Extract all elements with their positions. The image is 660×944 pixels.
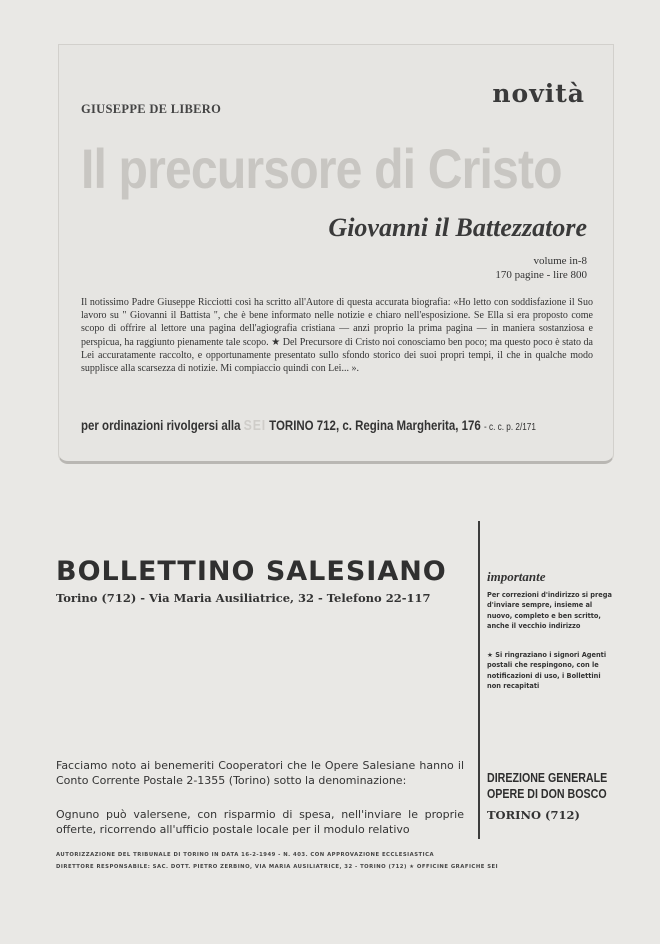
column-divider [478, 521, 480, 839]
bollettino-address: Torino (712) - Via Maria Ausiliatrice, 32 - Telefono 22-117 [56, 591, 431, 605]
book-subtitle: Giovanni il Battezzatore [328, 213, 587, 242]
order-ccp: - c. c. p. 2/171 [483, 422, 536, 433]
direzione-line2: OPERE DI DON BOSCO [487, 786, 607, 801]
book-author: GIUSEPPE DE LIBERO [81, 102, 222, 116]
notice-paragraph-ccp: Facciamo noto ai benemeriti Cooperatori che le Opere Salesiane hanno il Conto Corrente Postale 2-1355 (Torino) sotto la denominazione: [56, 759, 464, 787]
direzione-line1: DIREZIONE GENERALE [487, 770, 608, 785]
footer-authorization: AUTORIZZAZIONE DEL TRIBUNALE DI TORINO IN DATA 16-2-1949 - N. 403. CON APPROVAZIONE ECCLESIASTICA [56, 852, 435, 858]
book-format: volume in-8 [533, 255, 587, 267]
novelty-badge: novità [492, 79, 585, 108]
order-info [81, 417, 536, 434]
book-review-quote: Il notissimo Padre Giuseppe Ricciotti così ha scritto all'Autore di questa accurata biografia: «Ho letto con soddisfazione il Suo lavoro su " Giovanni il Battista ", che è bene informato nelle notizie e chiaro nell'esposizione. Se Ella si era proposto come scopo di offrire al lettore una pagina dell'agiografia cristiana — anzi proprio la prima pagina — in maniera sostanziosa e perspicua, ha raggiunto pienamente tale scopo. ★ Del Precursore di Cristo noi conosciamo ben poco; ma questo poco è stato da Lei accuratamente raccolto, e opportunamente presentato sullo sfondo storico dei suoi propri tempi, il che in qualche modo supplisce alla scarsezza di notizie. Mi compiaccio quindi con Lei... ». [81, 297, 593, 375]
notice-paragraph-offerte: Ognuno può valersene, con risparmio di spesa, nell'inviare le proprie offerte, ricorrendo all'ufficio postale locale per il modulo relativo [56, 808, 464, 836]
direzione-city: TORINO (712) [487, 808, 580, 822]
importante-note-address: Per correzioni d'indirizzo si prega d'inviare sempre, insieme al nuovo, completo e ben scritto, anche il vecchio indirizzo [487, 591, 612, 631]
order-address: TORINO 712, c. Regina Margherita, 176 [269, 417, 481, 433]
book-pages-price: 170 pagine - lire 800 [495, 269, 587, 281]
footer-director: DIRETTORE RESPONSABILE: SAC. DOTT. PIETRO ZERBINO, VIA MARIA AUSILIATRICE, 32 - TORINO (712) ★ OFFICINE GRAFICHE SEI [56, 864, 499, 870]
bollettino-title: BOLLETTINO SALESIANO [56, 556, 447, 587]
importante-note-agents: ★ Si ringraziano i signori Agenti postali che respingono, con le notificazioni di uso, i Bollettini non recapitati [487, 651, 607, 691]
order-prefix: per ordinazioni rivolgersi alla [81, 417, 241, 433]
direzione-generale [487, 770, 608, 802]
importante-heading: importante [487, 569, 546, 584]
book-title: Il precursore di Cristo [81, 137, 562, 200]
sei-logo-text: SEI [243, 417, 266, 434]
book-advertisement [58, 44, 614, 464]
